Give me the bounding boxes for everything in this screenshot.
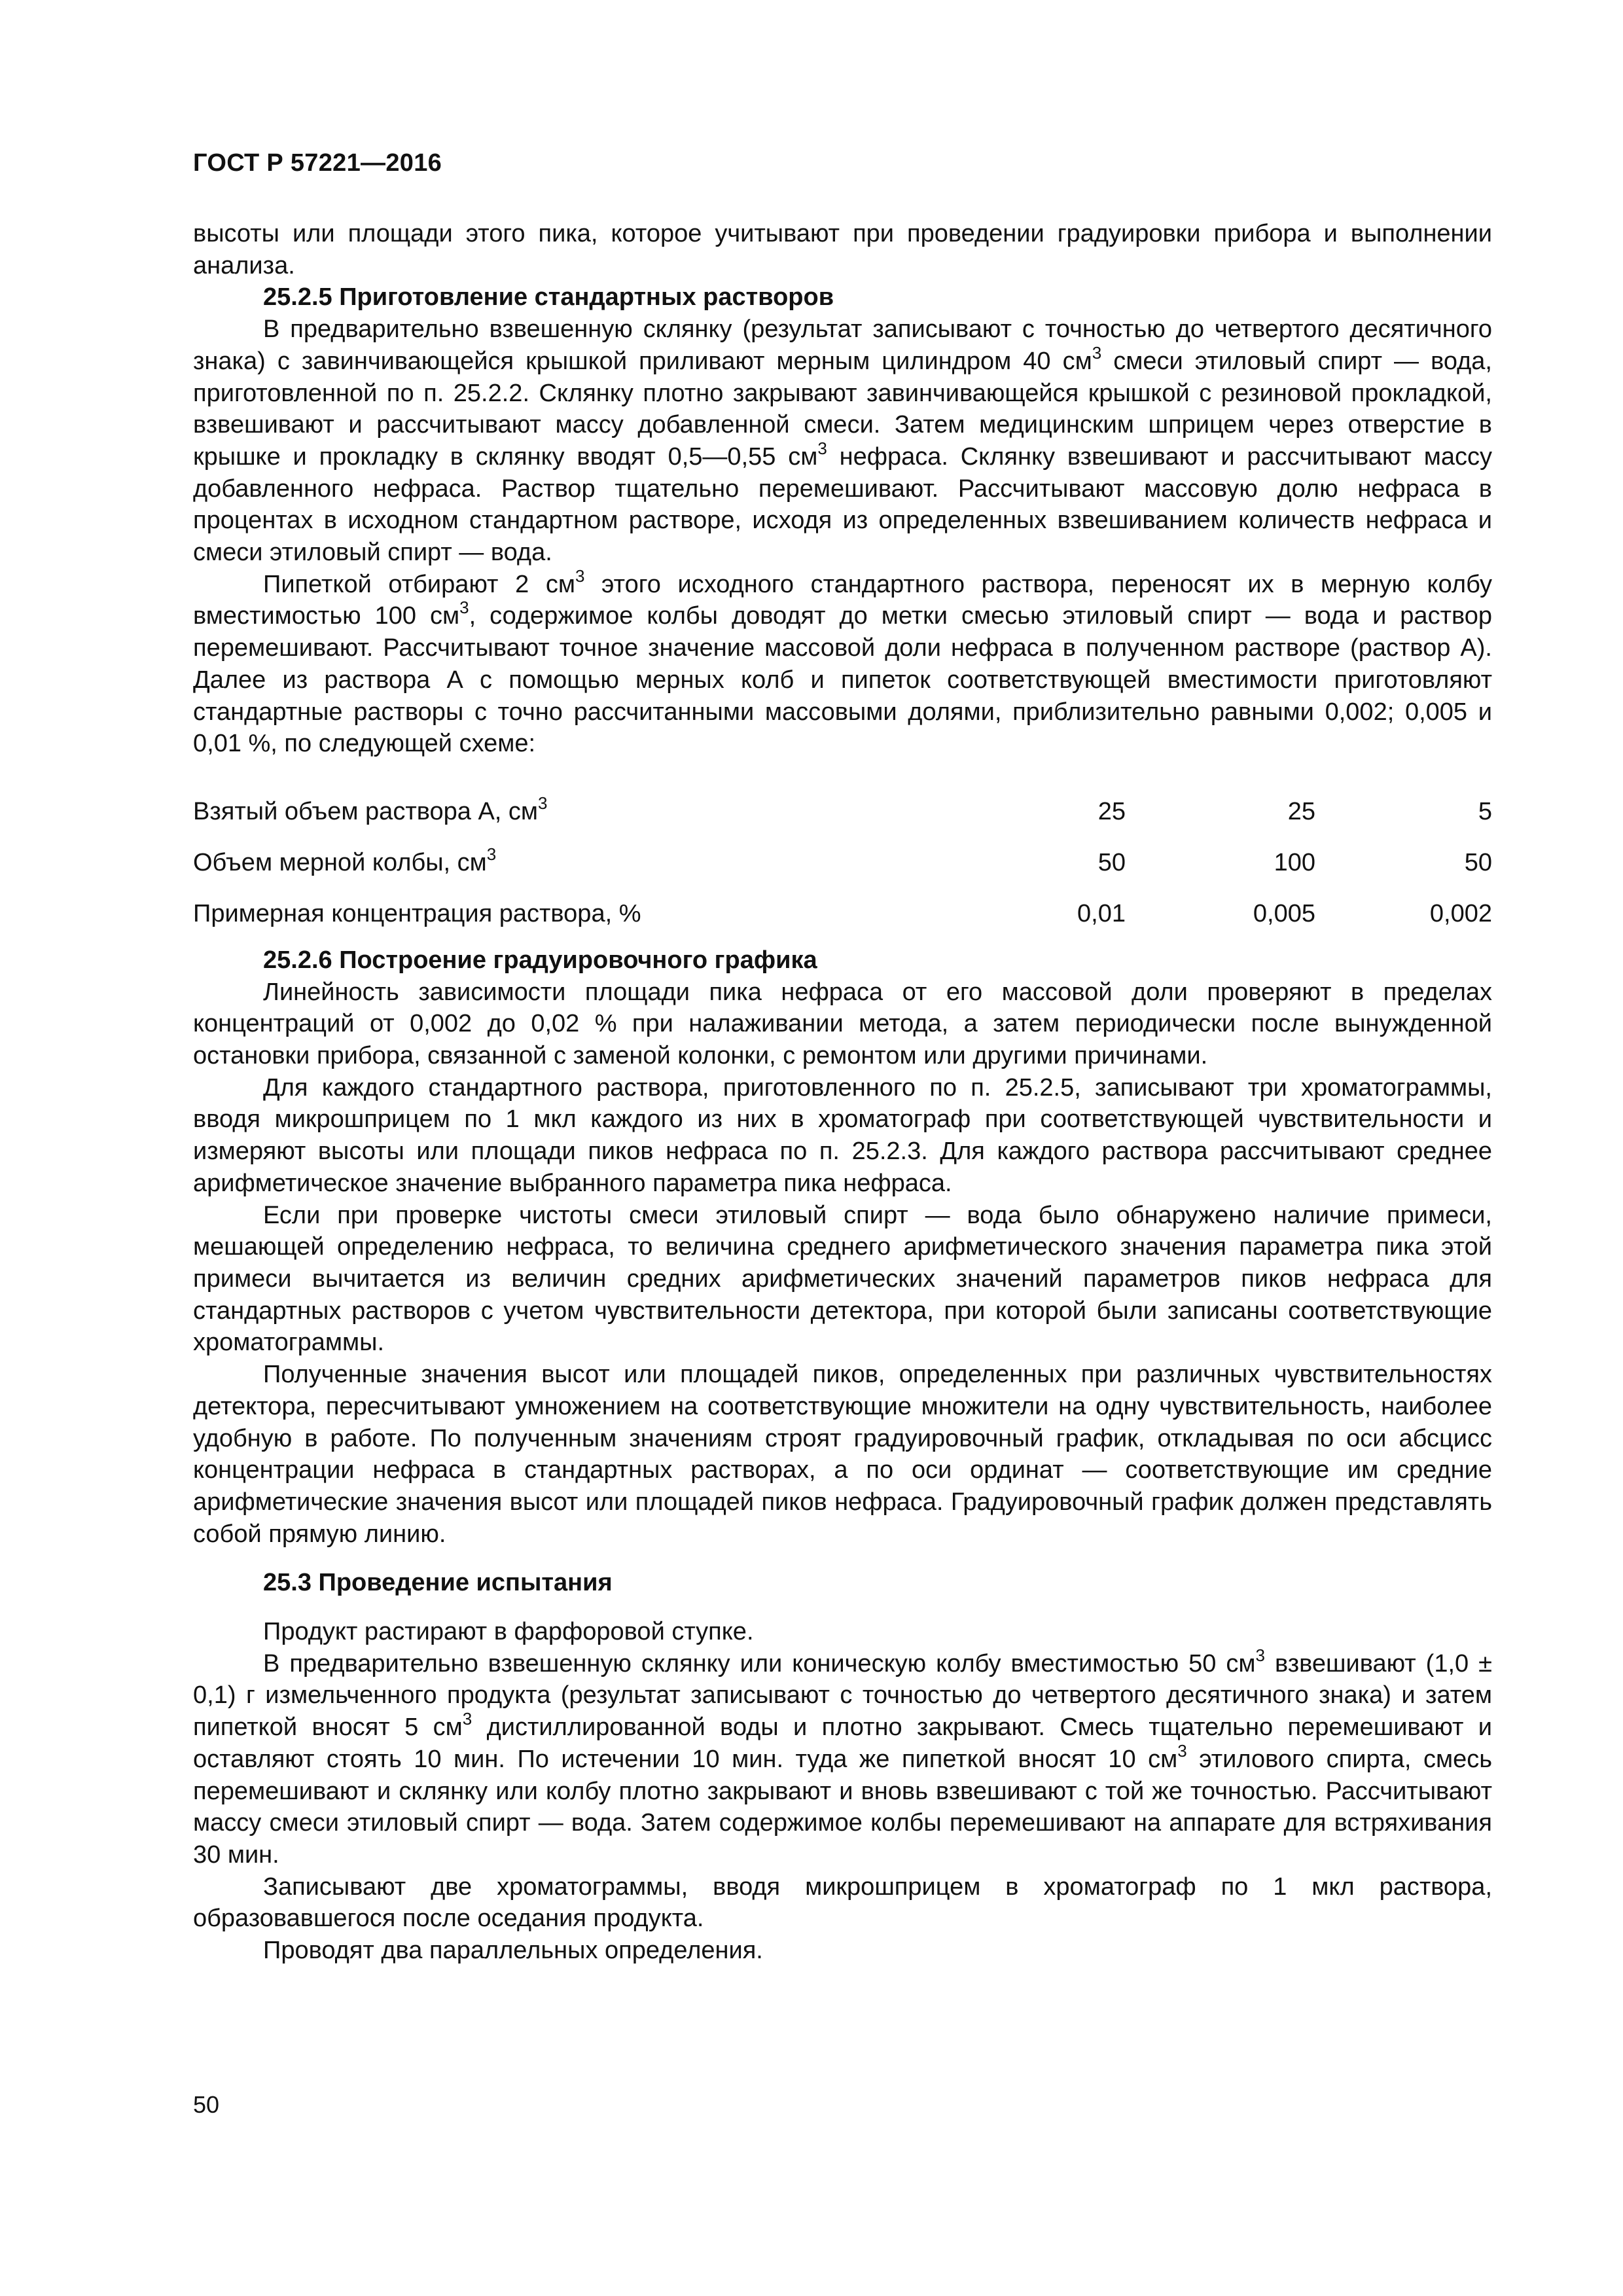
superscript: 3 — [538, 793, 548, 813]
table-row — [193, 786, 1492, 837]
section-25-3-paragraph-4: Проводят два параллельных определения. — [263, 1937, 763, 1965]
table-row-label — [193, 837, 1037, 888]
text-fragment: , содержимое колбы доводят до метки смесью этиловый спирт — вода и раствор перемешивают. Рассчитывают точное значение массовой доли нефраса в полученном растворе (раствор А). Далее из раствора А с помощью мерных колб и пипеток соответствующей вместимости приготовляют стандартные растворы с точно рассчитанными массовыми долями, приблизительно равными 0,002; 0,005 и 0,01 %, по следующей схеме: — [193, 602, 1492, 758]
document-body — [193, 218, 1492, 1967]
text-fragment: дистиллированной воды и плотно закрывают. Смесь тщательно перемешивают и оставляют стоять 10 мин. По истечении 10 мин. туда же пипеткой вносят 10 см — [193, 1713, 1492, 1773]
table-row-label — [193, 888, 1037, 939]
section-title-25-2-6: 25.2.6 Построение градуировочного графика — [263, 946, 817, 974]
section-25-3-paragraph-1: Продукт растирают в фарфоровой ступке. — [263, 1618, 754, 1646]
section-25-2-6-paragraph-2: Для каждого стандартного раствора, приготовленного по п. 25.2.5, записывают три хроматограммы, вводя микрошприцем по 1 мкл каждого из них в хроматограф при соответствующей чувствительности и измеряют высоты или площади пиков нефраса по п. 25.2.3. Для каждого раствора рассчитывают среднее арифметическое значение выбранного параметра пика нефраса. — [193, 1073, 1492, 1197]
text-fragment: этого исходного стандартного раствора, переносят их в мерную колбу вместимостью 100 см — [193, 570, 1492, 630]
table-cell: 0,01 — [1077, 899, 1126, 927]
superscript: 3 — [1177, 1740, 1187, 1761]
text-fragment: нефраса. Склянку взвешивают и рассчитывают массу добавленного нефраса. Раствор тщательно перемешивают. Рассчитывают массовую долю нефраса в процентах в исходном стандартном растворе, исходя из определенных взвешиванием количеств нефраса и смеси этиловый спирт — вода. — [193, 442, 1492, 567]
table-cell: 50 — [1097, 848, 1126, 876]
section-title-25-2-5: 25.2.5 Приготовление стандартных растворов — [263, 283, 834, 312]
table-cell: 25 — [1097, 797, 1126, 825]
table-cell: 0,002 — [1429, 899, 1492, 927]
section-25-2-6-paragraph-4: Полученные значения высот или площадей пиков, определенных при различных чувствительностях детектора, пересчитывают умножением на соответствующие множители на одну чувствительность, наиболее удобную в работе. По полученным значениям строят градуировочный график, откладывая по оси абсцисс концентрации нефраса в стандартных растворах, а по оси ординат — соответствующие им средние арифметические значения высот или площадей пиков нефраса. Градуировочный график должен представлять собой прямую линию. — [193, 1361, 1492, 1548]
section-25-2-6-paragraph-1: Линейность зависимости площади пика нефраса от его массовой доли проверяют в пределах концентраций от 0,002 до 0,02 % при налаживании метода, а затем периодически после вынужденной остановки прибора, связанной с заменой колонки, с ремонтом или другими причинами. — [193, 978, 1492, 1070]
row-label-text: Взятый объем раствора А, см — [193, 797, 539, 825]
superscript: 3 — [486, 844, 497, 864]
section-25-3-paragraph-2 — [193, 1645, 1492, 1871]
table-row — [193, 837, 1492, 888]
text-fragment: смеси этиловый спирт — вода, приготовленной по п. 25.2.2. Склянку плотно закрывают завинчивающейся крышкой с резиновой прокладкой, взвешивают и рассчитывают массу добавленной смеси. Затем медицинским шприцем через отверстие в крышке и прокладку в склянку вводят 0,5—0,55 см — [193, 347, 1492, 471]
section-25-3-paragraph-3: Записывают две хроматограммы, вводя микрошприцем в хроматограф по 1 мкл раствора, образовавшегося после оседания продукта. — [193, 1873, 1492, 1933]
text-fragment: В предварительно взвешенную склянку или коническую колбу вместимостью 50 см — [263, 1649, 1256, 1677]
superscript: 3 — [462, 1709, 473, 1729]
section-25-2-5-paragraph-1 — [193, 314, 1492, 569]
intro-paragraph: высоты или площади этого пика, которое учитывают при проведении градуировки прибора и выполнении анализа. — [193, 220, 1492, 279]
superscript: 3 — [459, 598, 469, 618]
superscript: 3 — [1092, 342, 1102, 363]
superscript: 3 — [1255, 1645, 1265, 1665]
page-number: 50 — [193, 2091, 220, 2118]
table-row — [193, 888, 1492, 939]
text-fragment: Пипеткой отбирают 2 см — [263, 570, 575, 598]
table-cell: 50 — [1464, 848, 1492, 876]
text-fragment: взвешивают (1,0 ± 0,1) г измельченного продукта (результат записывают с точностью до четвертого десятичного знака) и затем пипеткой вносят 5 см — [193, 1649, 1492, 1742]
row-label-text: Объем мерной колбы, см — [193, 848, 487, 876]
superscript: 3 — [575, 565, 585, 586]
text-fragment: этилового спирта, смесь перемешивают и склянку или колбу плотно закрывают и вновь взвешивают с той же точностью. Рассчитывают массу смеси этиловый спирт — вода. Затем содержимое колбы перемешивают на аппарате для встряхивания 30 мин. — [193, 1745, 1492, 1869]
table-cell: 100 — [1274, 848, 1315, 876]
dilution-scheme-table — [193, 786, 1492, 939]
table-cell: 5 — [1478, 797, 1492, 825]
table-cell: 0,005 — [1253, 899, 1315, 927]
document-header-code: ГОСТ Р 57221—2016 — [193, 149, 442, 177]
superscript: 3 — [817, 438, 827, 458]
section-25-2-5-paragraph-2 — [193, 565, 1492, 760]
table-cell: 25 — [1287, 797, 1315, 825]
section-25-2-6-paragraph-3: Если при проверке чистоты смеси этиловый спирт — вода было обнаружено наличие примеси, мешающей определению нефраса, то величина среднего арифметического значения параметра пика этой примеси вычитается из величин средних арифметических значений параметров пиков нефраса для стандартных растворов с учетом чувствительности детектора, при которой были записаны соответствующие хроматограммы. — [193, 1201, 1492, 1357]
text-fragment: В предварительно взвешенную склянку (результат записывают с точностью до четвертого десятичного знака) с завинчивающейся крышкой приливают мерным цилиндром 40 см — [193, 315, 1492, 375]
section-title-25-3: 25.3 Проведение испытания — [263, 1569, 613, 1597]
row-label-text: Примерная концентрация раствора, % — [193, 899, 641, 927]
table-row-label — [193, 786, 1037, 837]
